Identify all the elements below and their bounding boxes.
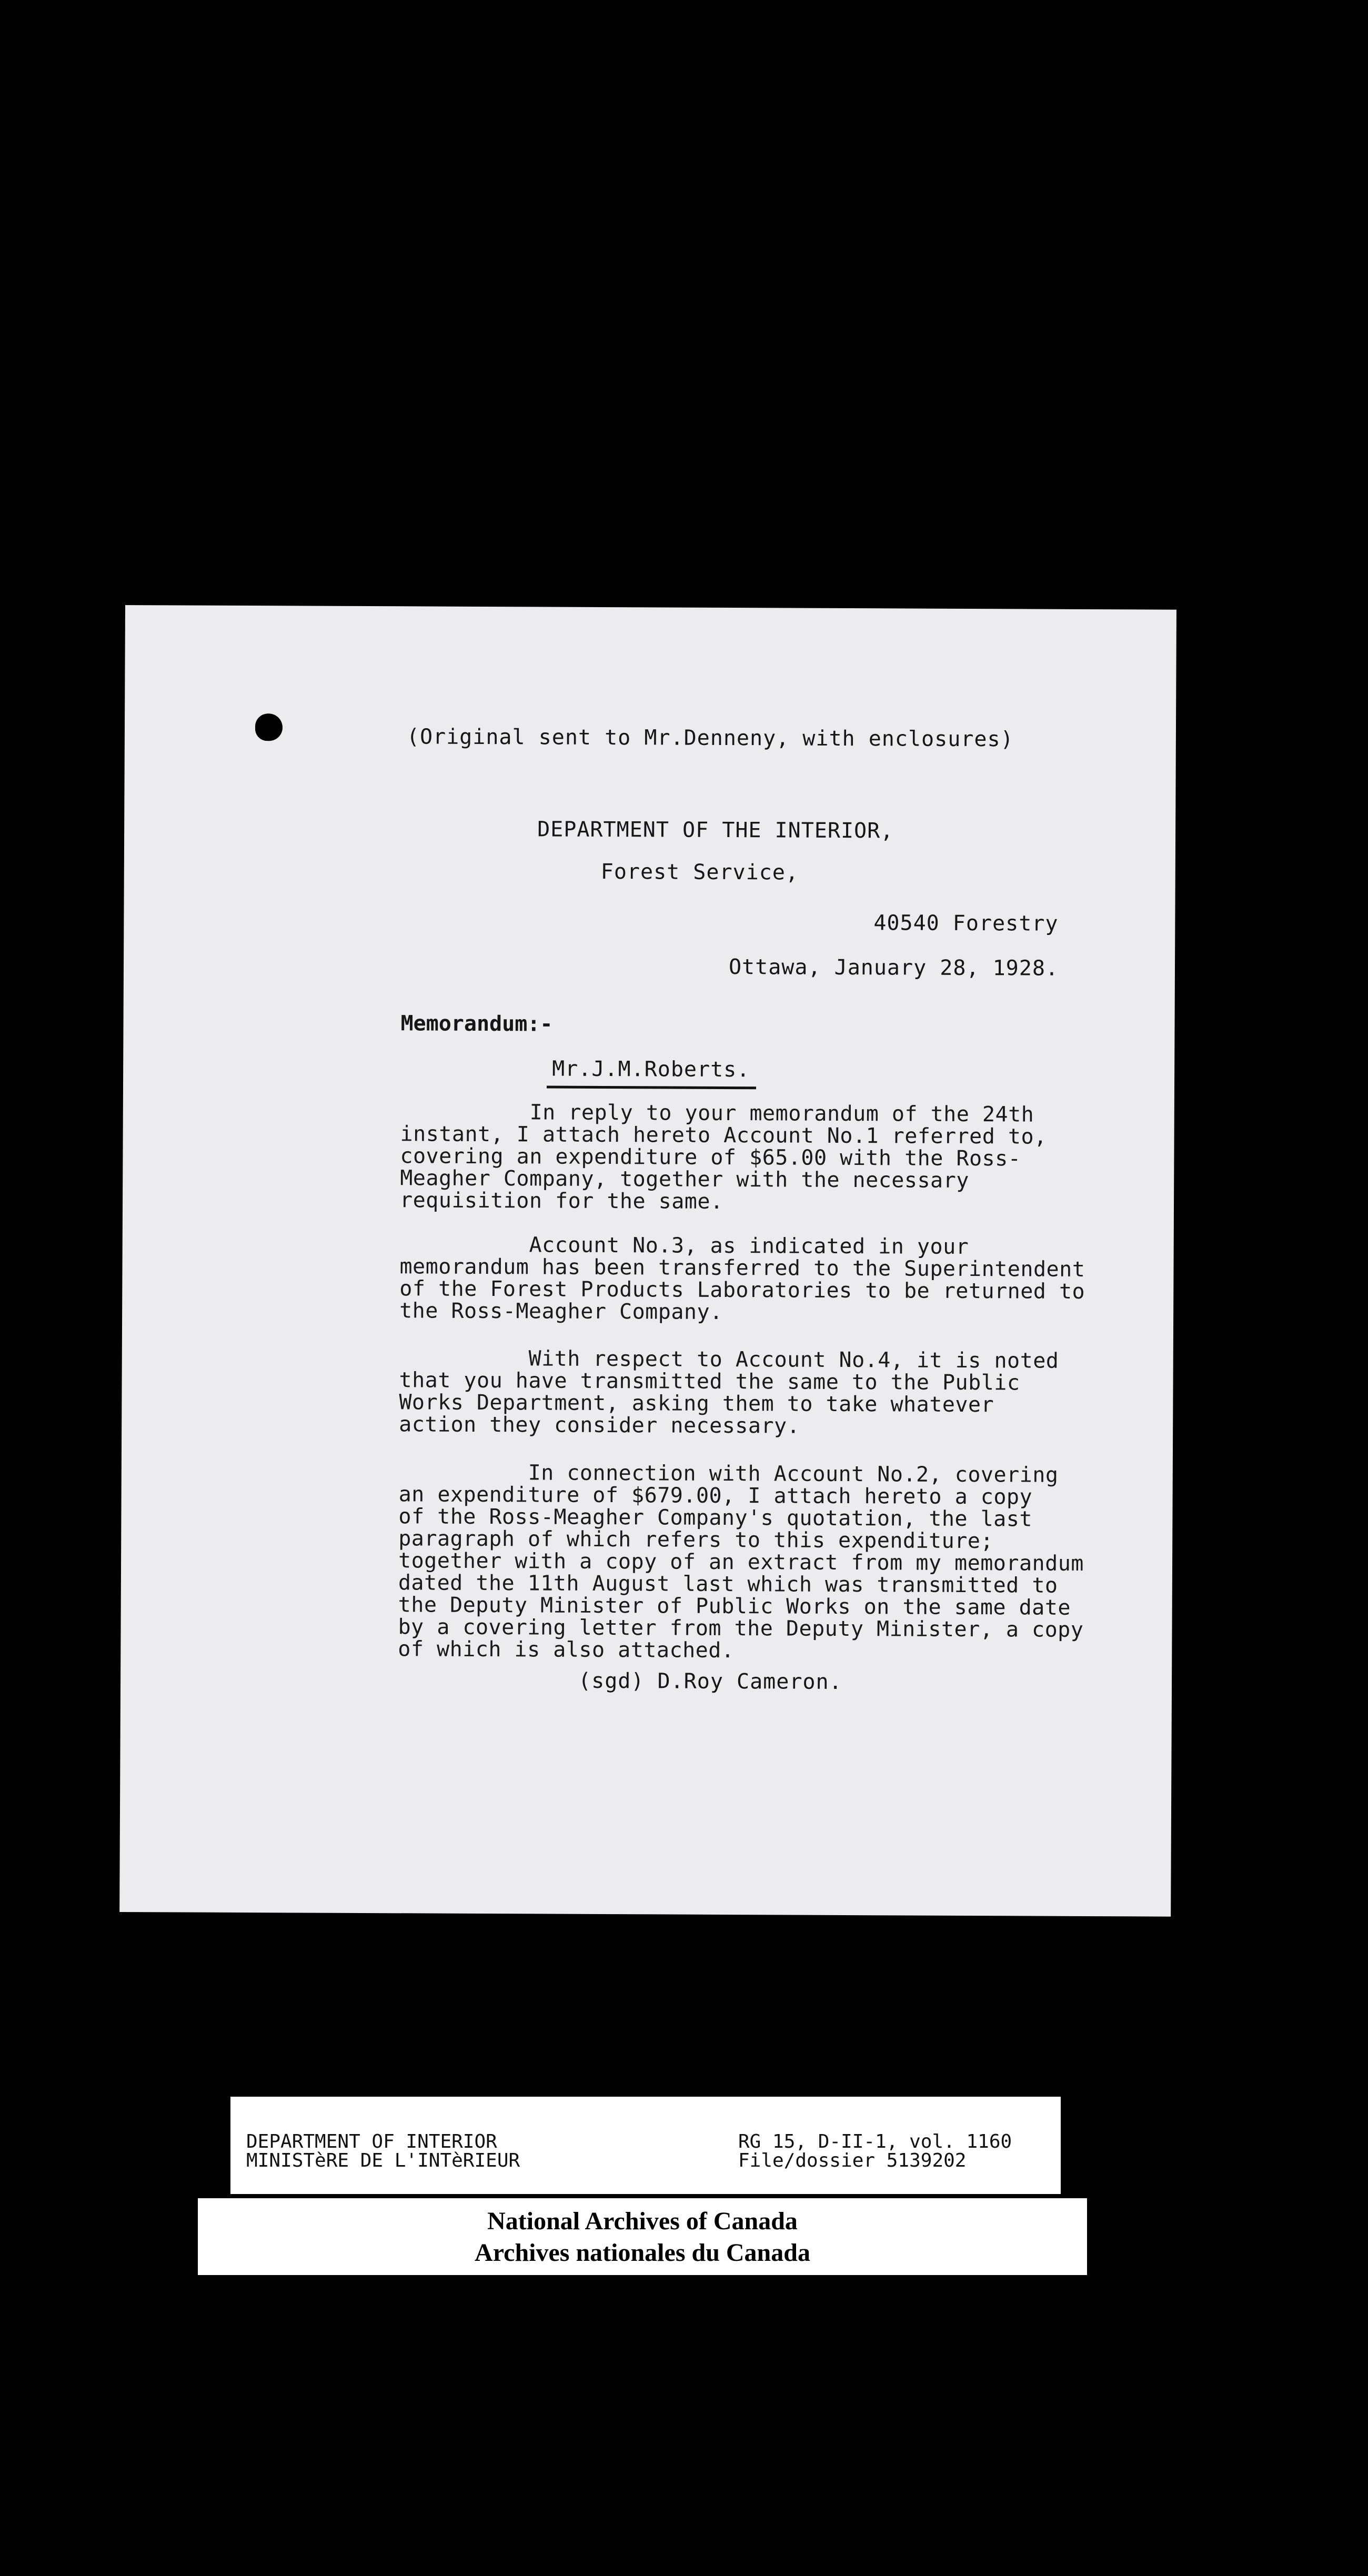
archive-banner-fr: Archives nationales du Canada [475, 2239, 810, 2267]
header-note: (Original sent to Mr.Denneny, with enclosures) [406, 724, 1014, 752]
archive-banner-en: National Archives of Canada [487, 2207, 798, 2235]
addressee-underline [547, 1086, 756, 1090]
signature: (sgd) D.Roy Cameron. [578, 1668, 842, 1694]
archive-banner [198, 2198, 1087, 2275]
archive-reference [738, 2132, 1012, 2170]
document-page [119, 605, 1176, 1917]
paragraph-2: Account No.3, as indicated in your memorandum has been transferred to the Superintendent of the Forest Products Laboratories to be returned to the Ross-Meagher Company. [399, 1232, 1085, 1324]
ref-line1: RG 15, D-II-1, vol. 1160 [738, 2131, 1012, 2152]
department-heading: DEPARTMENT OF THE INTERIOR, [537, 817, 894, 843]
dept-fr: MINISTèRE DE L'INTèRIEUR [246, 2150, 520, 2171]
addressee: Mr.J.M.Roberts. [552, 1056, 750, 1082]
ref-line2: File/dossier 5139202 [738, 2150, 967, 2171]
archive-reference-label [230, 2097, 1061, 2194]
paragraph-3: With respect to Account No.4, it is noted that you have transmitted the same to the Public Works Department, asking them to take whatever action they consider necessary. [399, 1346, 1059, 1438]
service-heading: Forest Service, [600, 859, 799, 885]
document-date: Ottawa, January 28, 1928. [728, 955, 1059, 981]
dept-en: DEPARTMENT OF INTERIOR [246, 2131, 497, 2152]
paragraph-1: In reply to your memorandum of the 24th instant, I attach hereto Account No.1 referred to, covering an expenditure of $65.00 with the Ross- Meagher Company, together with the necessary requisition for the same. [399, 1100, 1047, 1214]
file-number: 40540 Forestry [873, 911, 1059, 936]
punch-hole [255, 713, 283, 741]
paragraph-4: In connection with Account No.2, covering an expenditure of $679.00, I attach hereto a copy of the Ross-Meagher Company's quotation, the last paragraph of which refers to this expenditure; together with a copy of an extract from my memorandum dated the 11th August last which was transmitted to the Deputy Minister of Public Works on the same date by a covering letter from the Deputy Minister, a copy of which is also attached. [398, 1460, 1084, 1663]
archive-department [246, 2132, 520, 2170]
memo-label: Memorandum:- [400, 1011, 553, 1037]
